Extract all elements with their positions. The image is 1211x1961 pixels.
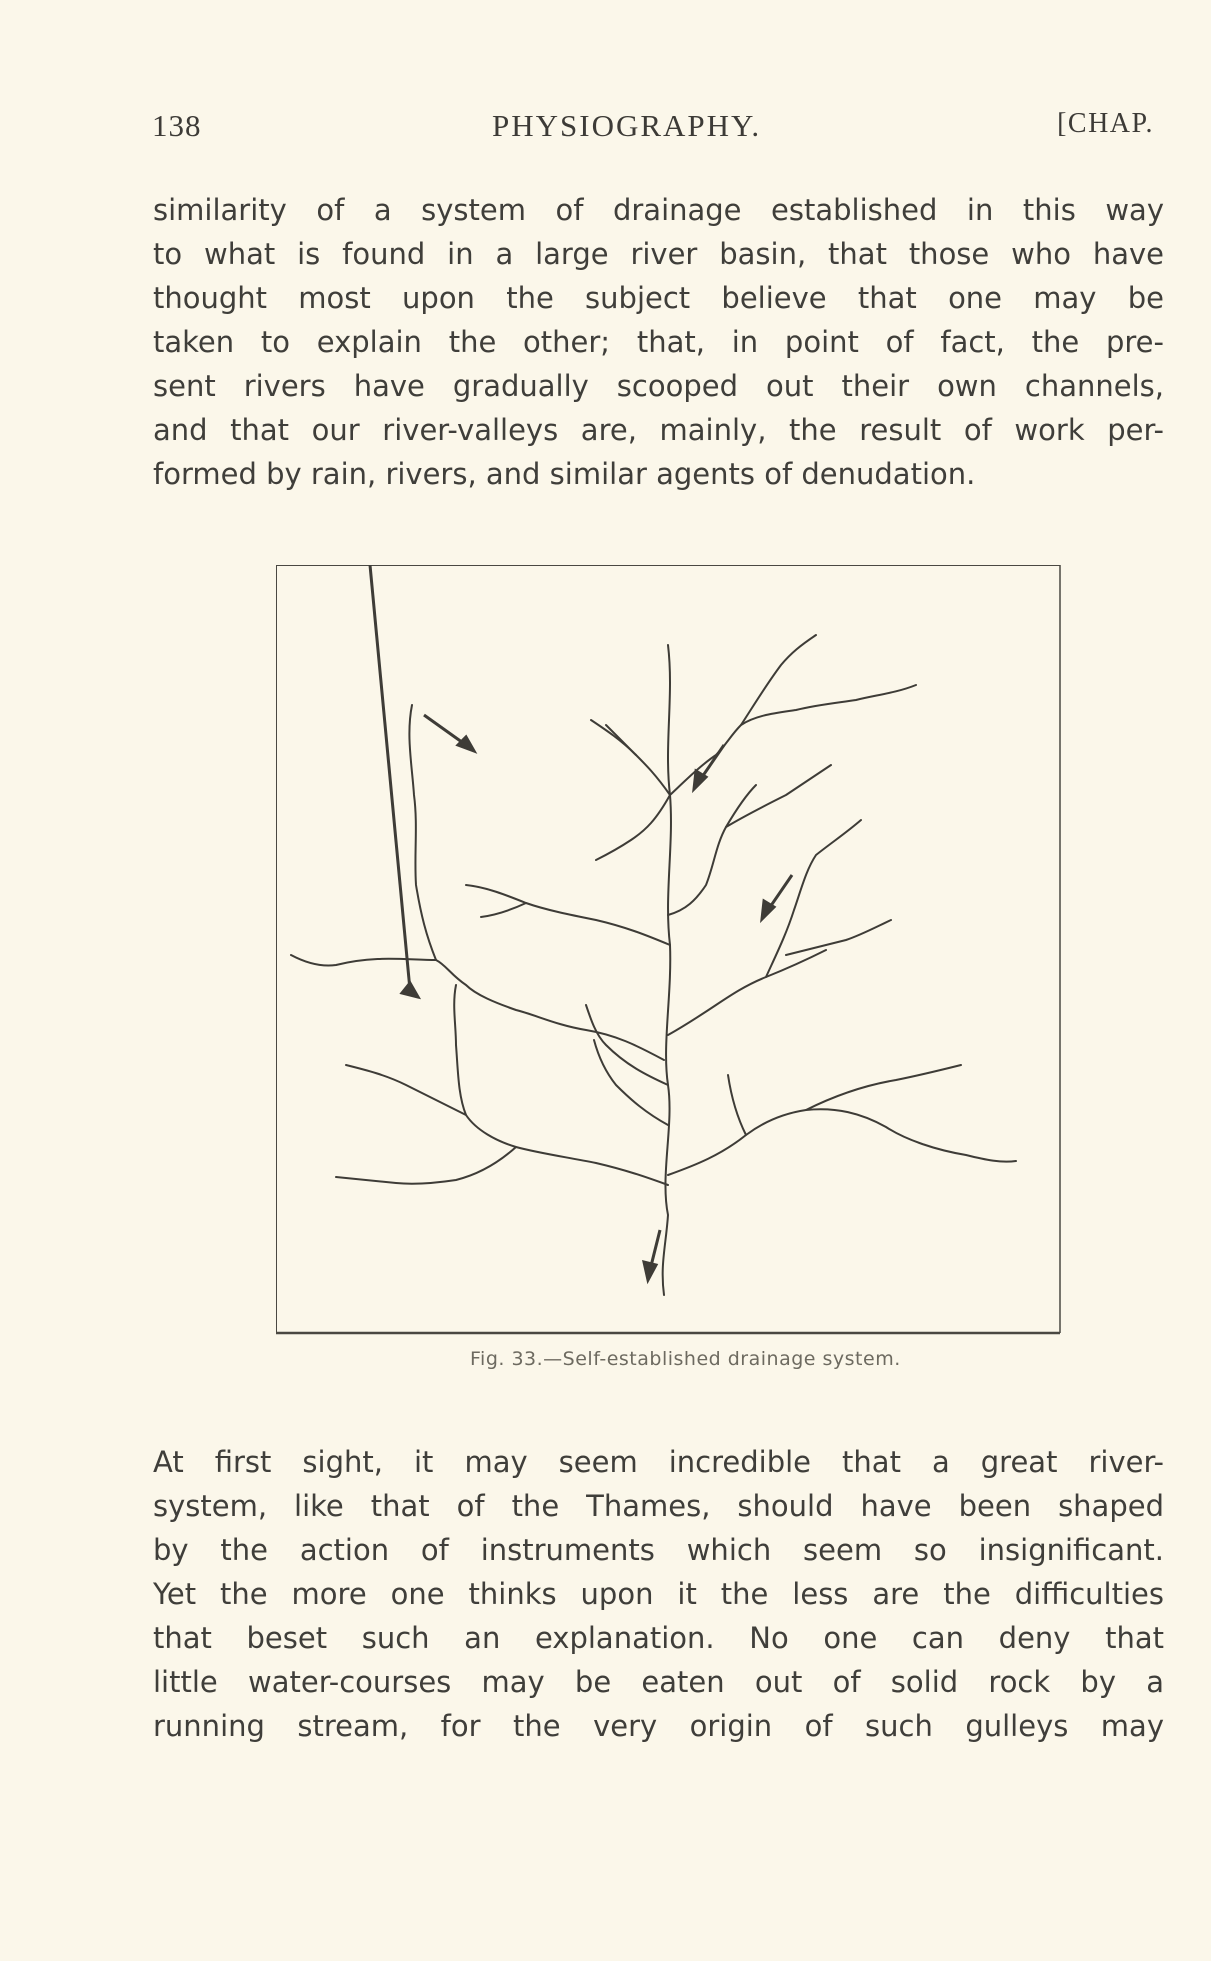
paragraph-line: At first sight, it may seem incredible that a great river-	[153, 1445, 1164, 1479]
arrow-icon	[694, 745, 724, 789]
figure-caption: Fig. 33.—Self-established drainage system.	[470, 1348, 901, 1370]
paragraph-line: that beset such an explanation. No one can deny that	[153, 1621, 1164, 1655]
arrow-icon	[644, 1230, 660, 1280]
arrow-icon	[370, 565, 418, 997]
drainage-figure	[276, 565, 1064, 1337]
paragraph-line: similarity of a system of drainage established in this way	[153, 193, 1164, 227]
page-number: 138	[152, 108, 202, 143]
paragraph-line: to what is found in a large river basin, that those who have	[153, 237, 1164, 271]
page-header	[152, 108, 1164, 152]
paragraph-line: system, like that of the Thames, should have been shaped	[153, 1489, 1164, 1523]
paragraph-line: running stream, for the very origin of such gulleys may	[153, 1709, 1164, 1743]
paragraph-2	[153, 1440, 1164, 1748]
arrow-icon	[762, 875, 792, 919]
running-title: PHYSIOGRAPHY.	[492, 108, 762, 143]
arrow-icon	[424, 715, 474, 751]
flow-arrows	[370, 565, 792, 1280]
drainage-system-illustration	[276, 565, 1064, 1337]
paragraph-line: and that our river-valleys are, mainly, the result of work per-	[153, 413, 1164, 447]
paragraph-line: little water-courses may be eaten out of solid rock by a	[153, 1665, 1164, 1699]
paragraph-line: Yet the more one thinks upon it the less are the difficulties	[153, 1577, 1164, 1611]
paragraph-line: thought most upon the subject believe that one may be	[153, 281, 1164, 315]
paragraph-line: taken to explain the other; that, in point of fact, the pre-	[153, 325, 1164, 359]
paragraph-1	[153, 188, 1164, 496]
chapter-marker: [CHAP.	[1057, 108, 1154, 139]
paragraph-line: by the action of instruments which seem so insignificant.	[153, 1533, 1164, 1567]
paragraph-line: formed by rain, rivers, and similar agents of denudation.	[153, 457, 976, 491]
paragraph-line: sent rivers have gradually scooped out their own channels,	[153, 369, 1164, 403]
river-channels	[291, 635, 1016, 1295]
